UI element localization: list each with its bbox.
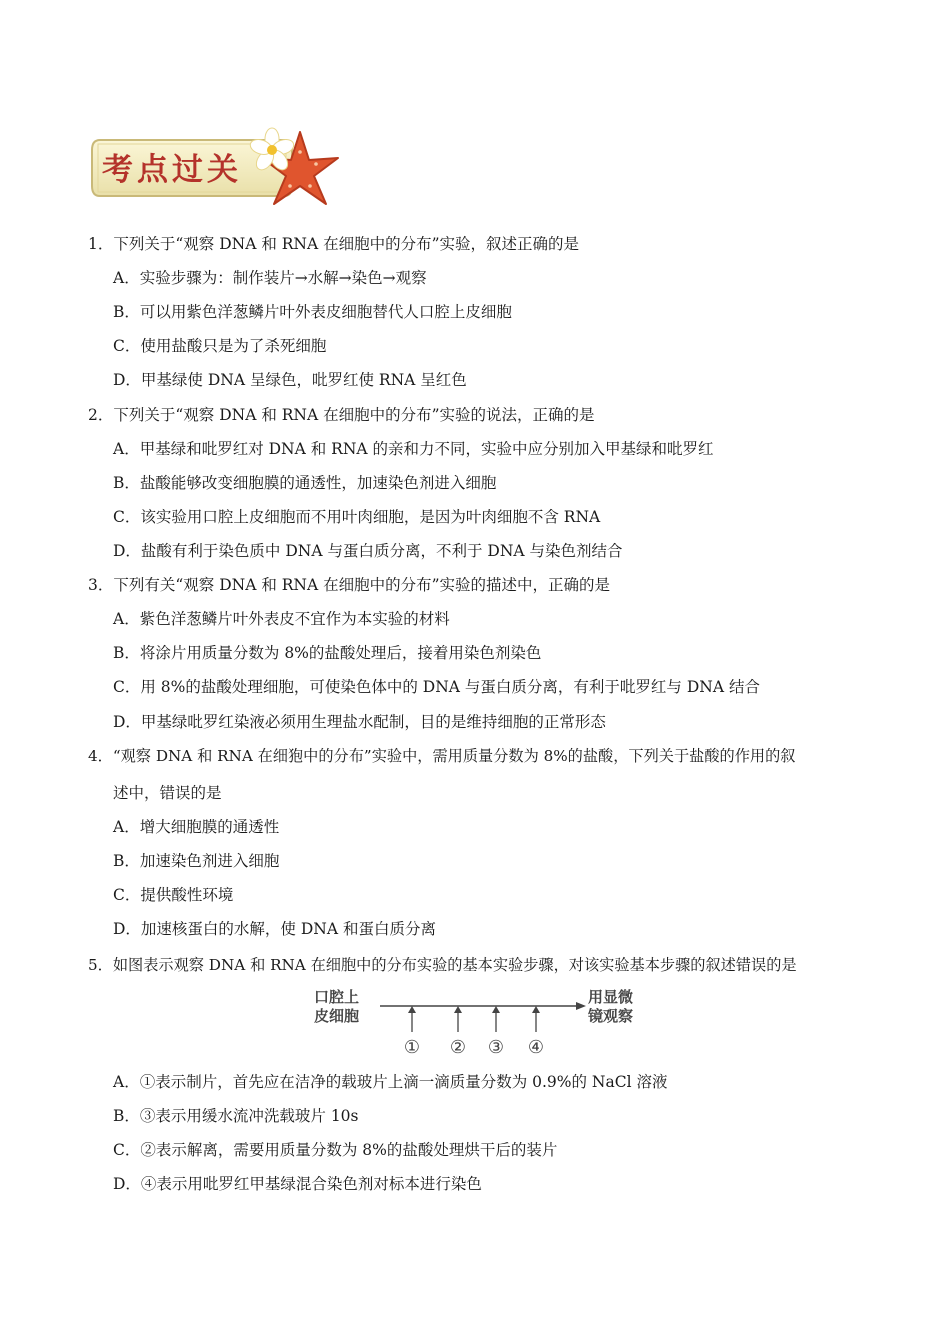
question-4-stem: 4．“观察 DNA 和 RNA 在细狍中的分布”实验中，需用质量分数为 8%的盐酸，下列关于盐酸的作用的叙: [88, 747, 796, 765]
diagram-left-label-1: 口腔上: [314, 988, 360, 1006]
question-2-stem: 2．下列关于“观察 DNA 和 RNA 在细胞中的分布”实验的说法，正确的是: [88, 406, 595, 424]
diagram-step-2: ②: [449, 1037, 467, 1058]
diagram-left-label-2: 皮细胞: [314, 1007, 360, 1025]
question-3-option-a: A．紫色洋葱鳞片叶外表皮不宜作为本实验的材料: [113, 610, 450, 628]
diagram-step-3: ③: [487, 1037, 505, 1058]
question-5-option-a: A．①表示制片，首先应在洁净的载玻片上滴一滴质量分数为 0.9%的 NaCl 溶液: [113, 1073, 668, 1091]
question-4-stem-continued: 述中，错误的是: [113, 784, 222, 802]
question-3-option-c: C．用 8%的盐酸处理细胞，可使染色体中的 DNA 与蛋白质分离，有利于吡罗红与 DNA 结合: [113, 678, 760, 696]
question-1-option-c: C．使用盐酸只是为了杀死细胞: [113, 337, 327, 355]
section-banner: [88, 126, 350, 210]
question-3-stem: 3．下列有关“观察 DNA 和 RNA 在细胞中的分布”实验的描述中，正确的是: [88, 576, 611, 594]
diagram-main-arrowhead: [576, 1002, 586, 1010]
question-5-stem: 5．如图表示观察 DNA 和 RNA 在细胞中的分布实验的基本实验步骤，对该实验基本步骤的叙述错误的是: [88, 956, 797, 974]
question-4-option-b: B．加速染色剂进入细胞: [113, 852, 280, 870]
question-2-option-d: D．盐酸有利于染色质中 DNA 与蛋白质分离，不利于 DNA 与染色剂结合: [113, 542, 623, 560]
diagram-step-3-arrowhead: [492, 1006, 500, 1013]
question-2-option-a: A．甲基绿和吡罗红对 DNA 和 RNA 的亲和力不同，实验中应分别加入甲基绿和吡罗红: [113, 440, 714, 458]
question-2-option-b: B．盐酸能够改变细胞膜的通透性，加速染色剂进入细胞: [113, 474, 497, 492]
question-4-option-a: A．增大细胞膜的通透性: [113, 818, 280, 836]
question-1-option-a: A．实验步骤为：制作装片→水解→染色→观察: [113, 269, 427, 287]
diagram-step-4-arrowhead: [532, 1006, 540, 1013]
question-1-stem: 1．下列关于“观察 DNA 和 RNA 在细胞中的分布”实验，叙述正确的是: [88, 235, 580, 253]
question-4-option-d: D．加速核蛋白的水解，使 DNA 和蛋白质分离: [113, 920, 436, 938]
diagram-step-1-arrowhead: [408, 1006, 416, 1013]
question-5-option-d: D．④表示用吡罗红甲基绿混合染色剂对标本进行染色: [113, 1175, 482, 1193]
diagram-step-4: ④: [527, 1037, 545, 1058]
question-5-option-c: C．②表示解离，需要用质量分数为 8%的盐酸处理烘干后的装片: [113, 1141, 558, 1159]
diagram-right-label-1: 用显微: [588, 988, 634, 1006]
question-2-option-c: C．该实验用口腔上皮细胞而不用叶肉细胞，是因为叶肉细胞不含 RNA: [113, 508, 601, 526]
diagram-step-1: ①: [403, 1037, 421, 1058]
diagram-step-2-arrowhead: [454, 1006, 462, 1013]
question-3-option-d: D．甲基绿吡罗红染液必须用生理盐水配制，目的是维持细胞的正常形态: [113, 713, 606, 731]
experiment-steps-diagram: [300, 980, 660, 1060]
diagram-right-label-2: 镜观察: [588, 1007, 634, 1025]
question-1-option-d: D．甲基绿使 DNA 呈绿色，吡罗红使 RNA 呈红色: [113, 371, 467, 389]
question-4-option-c: C．提供酸性环境: [113, 886, 234, 904]
question-1-option-b: B．可以用紫色洋葱鳞片叶外表皮细胞替代人口腔上皮细胞: [113, 303, 512, 321]
question-5-option-b: B．③表示用缓水流冲洗载玻片 10s: [113, 1107, 359, 1125]
banner-title: 考点过关: [102, 152, 242, 188]
question-3-option-b: B．将涂片用质量分数为 8%的盐酸处理后，接着用染色剂染色: [113, 644, 542, 662]
